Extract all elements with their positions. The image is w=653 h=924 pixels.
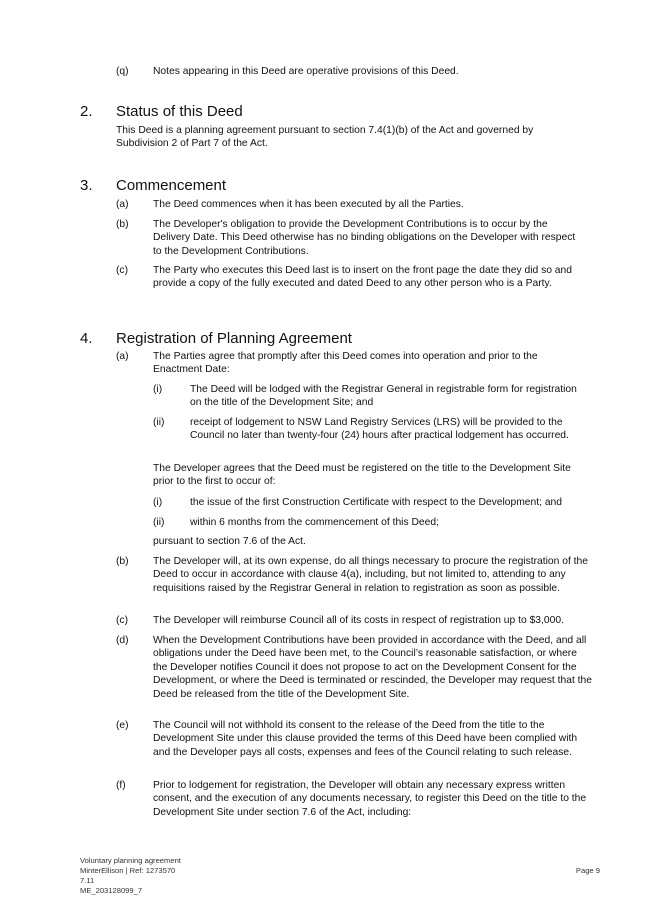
clause-4a-ii2-text: within 6 months from the commencement of this Deed; [190,517,439,528]
clause-4f-text: Prior to lodgement for registration, the Developer will obtain any necessary express written consent, and the execution of any documents necessary, to register this Deed on the title to the Development Site under section 7.6 of the Act, including: [153,780,587,818]
clause-3c-text: The Party who executes this Deed last is to insert on the front page the date they did so and provide a copy of the fully executed and dated Deed to any other person who is a Party. [153,265,572,290]
clause-4a-i-label: (i) [153,384,163,395]
section-2-number: 2. [80,103,93,120]
clause-4a-ii-text: receipt of lodgement to NSW Land Registry Services (LRS) will be provided to the Council no later than twenty-four (24) hours after practical lodgement has occurred. [190,417,569,442]
clause-4a-i2-label: (i) [153,497,163,508]
clause-3a-text: The Deed commences when it has been executed by all the Parties. [153,199,464,210]
clause-4a-text: The Parties agree that promptly after this Deed comes into operation and prior to the Enactment Date: [153,351,538,376]
page-number: Page 9 [575,866,600,875]
clause-3a-label: (a) [116,199,129,210]
clause-4e-label: (e) [116,720,129,731]
section-3-number: 3. [80,177,93,194]
clause-q-text: Notes appearing in this Deed are operative provisions of this Deed. [153,66,459,77]
clause-4a-ii2-label: (ii) [153,517,165,528]
footer-document-id: ME_203128099_7 [80,886,143,895]
section-2-title: Status of this Deed [116,103,243,120]
clause-4a-paragraph-3: pursuant to section 7.6 of the Act. [153,536,306,547]
clause-4d-label: (d) [116,635,129,646]
clause-4c-text: The Developer will reimburse Council all of its costs in respect of registration up to $3,000. [153,615,564,626]
section-2-body: This Deed is a planning agreement pursuant to section 7.4(1)(b) of the Act and governed by Subdivision 2 of Part 7 of the Act. [116,125,534,150]
clause-4a-i2-text: the issue of the first Construction Certificate with respect to the Development; and [190,497,563,508]
clause-4d-text: When the Development Contributions have been provided in accordance with the Deed, and all obligations under the Deed have been met, to the Council’s reasonable satisfaction, or where the Developer notifies Council it does not propose to act on the Development Consent for the Development, or where the Deed is terminated or rescinded, the Developer may request that the Deed be released from the title of the Development Site. [153,635,592,700]
clause-q-label: (q) [116,66,129,77]
clause-4a-label: (a) [116,351,129,362]
section-3-title: Commencement [116,177,227,194]
clause-3c-label: (c) [116,265,129,276]
clause-3b-label: (b) [116,219,129,230]
clause-4c-label: (c) [116,615,129,626]
clause-4f-label: (f) [116,780,126,791]
clause-4a-ii-label: (ii) [153,417,165,428]
footer-reference: MinterEllison | Ref: 1273570 [80,866,176,875]
clause-4b-label: (b) [116,556,129,567]
clause-4b-text: The Developer will, at its own expense, do all things necessary to procure the registration of the Deed to occur in accordance with clause 4(a), including, but not limited to, attending to any requisitions raised by the Registrar General in relation to registration as soon as possible. [153,556,588,594]
section-4-title: Registration of Planning Agreement [116,330,352,347]
clause-4a-i-text: The Deed will be lodged with the Registrar General in registrable form for registration on the title of the Development Site; and [190,384,577,409]
clause-3b-text: The Developer's obligation to provide the Development Contributions is to occur by the Delivery Date. This Deed otherwise has no binding obligations on the Developer with respect to the Development Contributions. [153,219,576,257]
section-4-number: 4. [80,330,93,347]
footer-document-title: Voluntary planning agreement [80,856,181,865]
clause-4e-text: The Council will not withhold its consent to the release of the Deed from the title to the Development Site under this clause provided the terms of this Deed have been complied with and the Developer pays all costs, expenses and fees of the Council relating to such release. [153,720,578,758]
clause-4a-paragraph-2: The Developer agrees that the Deed must be registered on the title to the Development Site prior to the first to occur of: [153,463,571,488]
footer-version: 7.11 [80,876,95,885]
